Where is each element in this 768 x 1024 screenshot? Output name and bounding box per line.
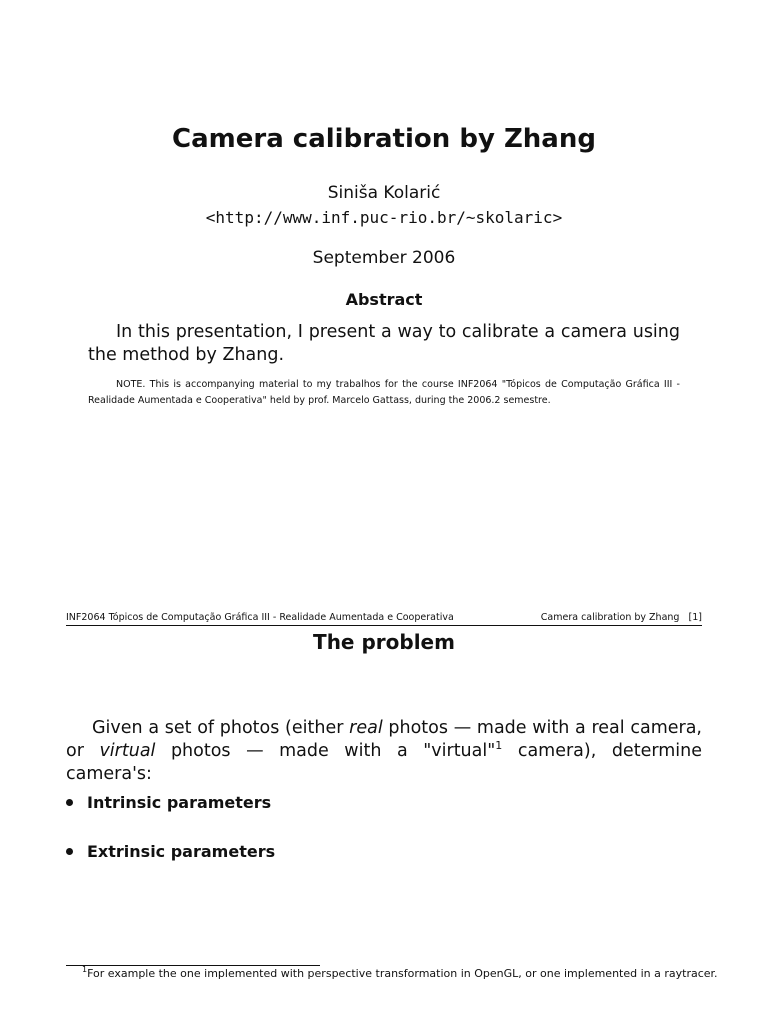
body-text-2: photos — made with a real camera, or [66,718,702,761]
author-url: <http://www.inf.puc-rio.br/~skolaric> [205,208,563,227]
running-header-title: Camera calibration by Zhang [540,612,680,623]
body-text-4: camera), determine camera's: [66,741,702,784]
publication-date: September 2006 [312,248,456,268]
abstract-heading: Abstract [345,290,423,309]
bullet-item-intrinsic [66,793,271,812]
footnote-reference[interactable]: 1 [495,739,503,752]
footnote [82,967,718,980]
note-paragraph [88,377,680,409]
footnote-mark: 1 [82,965,88,974]
slide-title: The problem [313,630,455,654]
header-rule [66,625,702,626]
bullet-label: Extrinsic parameters [87,842,276,861]
running-header-right [541,612,702,623]
body-real: real [349,718,383,738]
body-text-1: Given a set of photos (either [92,718,350,738]
abstract-paragraph [88,321,680,367]
bullet-label: Intrinsic parameters [87,793,272,812]
document-title: Camera calibration by Zhang [172,124,596,154]
bullet-item-extrinsic [66,842,275,861]
bullet-icon [66,799,73,806]
footnote-rule [66,965,320,966]
author-name: Siniša Kolarić [327,183,441,203]
bullet-icon [66,848,73,855]
abstract-text: In this presentation, I present a way to calibrate a camera using the method by Zhang. [88,322,680,365]
note-text: NOTE. This is accompanying material to my trabalhos for the course INF2064 "Tópicos de Computação Gráfica III - Realidade Aumentada e Cooperativa" held by prof. Marcelo Gattass, during the 2006.2 semestre. [88,379,680,406]
problem-paragraph [66,717,702,786]
footnote-text: For example the one implemented with perspective transformation in OpenGL, or one implemented in a raytracer. [87,967,718,980]
body-virtual: virtual [99,741,156,761]
body-text-3: photos — made with a "virtual" [155,741,496,761]
running-header-course: INF2064 Tópicos de Computação Gráfica III - Realidade Aumentada e Cooperativa [66,612,454,623]
page-number: [1] [688,612,702,623]
